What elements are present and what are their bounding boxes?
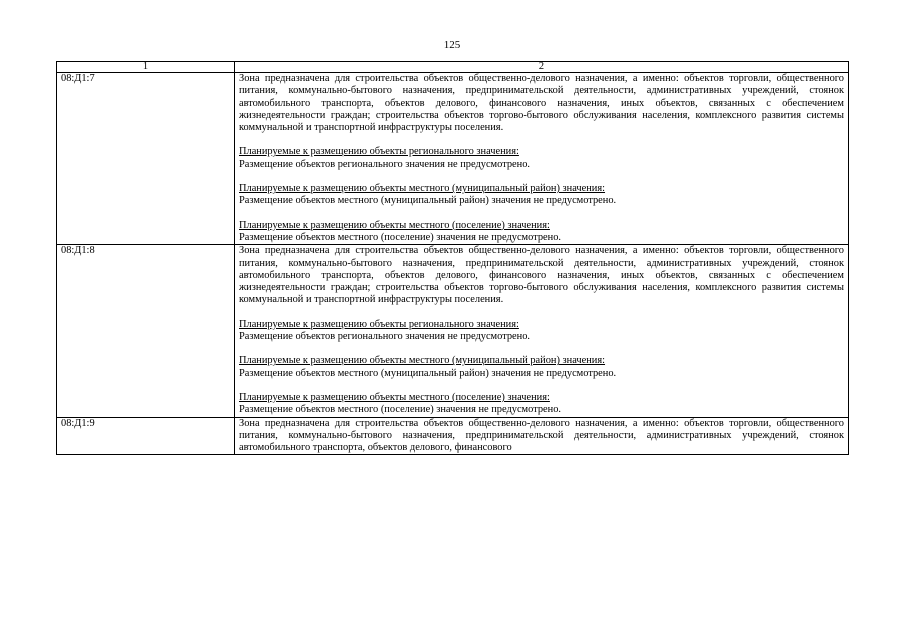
block-text: Размещение объектов местного (поселение) значения не предусмотрено. bbox=[239, 231, 562, 243]
block-title: Планируемые к размещению объекты местного (поселение) значения: bbox=[239, 391, 550, 403]
zone-details bbox=[235, 245, 849, 417]
block-text: Размещение объектов местного (поселение) значения не предусмотрено. bbox=[239, 404, 562, 416]
block-title: Планируемые к размещению объекты местного (муниципальный район) значения: bbox=[239, 355, 606, 367]
zone-code: 08:Д1:9 bbox=[57, 417, 235, 455]
page-number: 125 bbox=[443, 39, 461, 51]
block-title: Планируемые к размещению объекты регионального значения: bbox=[239, 318, 519, 330]
zone-description: Зона предназначена для строительства объектов общественно-делового назначения, а именно: объектов торговли, общественного питания, коммунально-бытового назначения, предпринимательской деятельности, административных учреждений, стоянок автомобильного транспорта, объектов делового, финансового назначения, иных объектов, связанных с обеспечением жизнедеятельности граждан; строительства объектов торгово-бытового обслуживания населения, комплексного развития системы коммунальной и транспортной инфраструктуры поселения. bbox=[239, 73, 844, 134]
block-title: Планируемые к размещению объекты местного (муниципальный район) значения: bbox=[239, 183, 606, 195]
table-header-row bbox=[57, 62, 849, 73]
table-row bbox=[57, 245, 849, 417]
settlement-objects-block bbox=[239, 220, 844, 245]
block-title: Планируемые к размещению объекты местного (поселение) значения: bbox=[239, 219, 550, 231]
column-header-1: 1 bbox=[57, 62, 235, 73]
column-header-2: 2 bbox=[235, 62, 849, 73]
zone-code: 08:Д1:8 bbox=[57, 245, 235, 417]
zone-details bbox=[235, 417, 849, 455]
district-objects-block bbox=[239, 355, 844, 380]
zone-details bbox=[235, 73, 849, 245]
table-row bbox=[57, 73, 849, 245]
regional-objects-block bbox=[239, 319, 844, 344]
zone-description: Зона предназначена для строительства объектов общественно-делового назначения, а именно: объектов торговли, общественного питания, коммунально-бытового назначения, предпринимательской деятельности, административных учреждений, стоянок автомобильного транспорта, объектов делового, финансового bbox=[239, 417, 844, 454]
block-text: Размещение объектов местного (муниципальный район) значения не предусмотрено. bbox=[239, 367, 617, 379]
block-text: Размещение объектов местного (муниципальный район) значения не предусмотрено. bbox=[239, 195, 617, 207]
settlement-objects-block bbox=[239, 392, 844, 417]
district-objects-block bbox=[239, 183, 844, 208]
regional-objects-block bbox=[239, 146, 844, 171]
zone-code: 08:Д1:7 bbox=[57, 73, 235, 245]
block-text: Размещение объектов регионального значения не предусмотрено. bbox=[239, 158, 531, 170]
zones-table bbox=[56, 61, 849, 455]
block-title: Планируемые к размещению объекты регионального значения: bbox=[239, 146, 519, 158]
block-text: Размещение объектов регионального значения не предусмотрено. bbox=[239, 331, 531, 343]
table-row bbox=[57, 417, 849, 455]
zone-description: Зона предназначена для строительства объектов общественно-делового назначения, а именно: объектов торговли, общественного питания, коммунально-бытового назначения, предпринимательской деятельности, административных учреждений, стоянок автомобильного транспорта, объектов делового, финансового назначения, иных объектов, связанных с обеспечением жизнедеятельности граждан; строительства объектов торгово-бытового обслуживания населения, комплексного развития системы коммунальной и транспортной инфраструктуры поселения. bbox=[239, 245, 844, 306]
